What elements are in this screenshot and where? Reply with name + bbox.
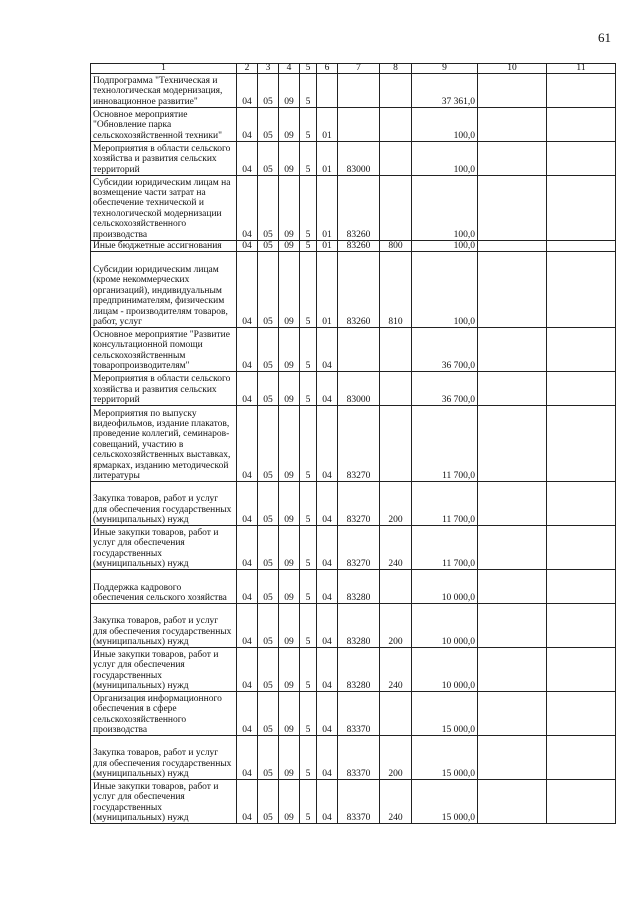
table-row <box>91 372 616 406</box>
col-10-cell <box>478 328 547 372</box>
col-4-cell: 09 <box>279 372 300 406</box>
col-4-cell: 09 <box>279 406 300 482</box>
col-2-cell: 04 <box>237 648 258 692</box>
row-name-cell: Подпрограмма "Техническая и технологическая модернизация, инновационное развитие" <box>91 74 237 108</box>
col-9-cell: 15 000,0 <box>412 736 478 780</box>
col-8-cell <box>380 328 412 372</box>
table-row <box>91 74 616 108</box>
col-5-cell: 5 <box>300 526 317 570</box>
col-11-cell <box>547 142 616 176</box>
col-7-cell <box>338 108 380 142</box>
row-name-cell: Иные бюджетные ассигнования <box>91 241 237 252</box>
table-row <box>91 328 616 372</box>
table-row <box>91 176 616 241</box>
col-2-cell: 04 <box>237 406 258 482</box>
row-name-cell: Субсидии юридическим лицам (кроме некоммерческих организаций), индивидуальным предпринимателям, физическим лицам - производителям товаров, работ, услуг <box>91 252 237 328</box>
col-5-cell: 5 <box>300 692 317 736</box>
col-3-cell: 05 <box>258 570 279 604</box>
col-11-cell <box>547 241 616 252</box>
col-8-cell <box>380 108 412 142</box>
col-6-cell: 04 <box>317 526 338 570</box>
col-10-cell <box>478 74 547 108</box>
row-name-cell: Мероприятия в области сельского хозяйства и развития сельских территорий <box>91 372 237 406</box>
col-7-cell: 83000 <box>338 142 380 176</box>
col-10-cell <box>478 648 547 692</box>
table-row <box>91 406 616 482</box>
col-9-cell: 100,0 <box>412 252 478 328</box>
col-2-cell: 04 <box>237 328 258 372</box>
table-row <box>91 241 616 252</box>
col-2-cell: 04 <box>237 108 258 142</box>
col-9-cell: 15 000,0 <box>412 692 478 736</box>
header-cell-11: 11 <box>547 64 616 74</box>
col-7-cell <box>338 74 380 108</box>
col-3-cell: 05 <box>258 108 279 142</box>
col-10-cell <box>478 692 547 736</box>
col-3-cell: 05 <box>258 526 279 570</box>
col-6-cell: 04 <box>317 482 338 526</box>
col-9-cell: 37 361,0 <box>412 74 478 108</box>
col-2-cell: 04 <box>237 252 258 328</box>
col-9-cell: 11 700,0 <box>412 526 478 570</box>
col-9-cell: 11 700,0 <box>412 406 478 482</box>
col-11-cell <box>547 780 616 824</box>
col-4-cell: 09 <box>279 692 300 736</box>
col-10-cell <box>478 176 547 241</box>
col-11-cell <box>547 482 616 526</box>
col-8-cell <box>380 74 412 108</box>
table-row <box>91 604 616 648</box>
col-9-cell: 100,0 <box>412 241 478 252</box>
header-cell-6: 6 <box>317 64 338 74</box>
header-cell-4: 4 <box>279 64 300 74</box>
col-9-cell: 100,0 <box>412 142 478 176</box>
row-name-cell: Иные закупки товаров, работ и услуг для обеспечения государственных (муниципальных) нужд <box>91 648 237 692</box>
col-2-cell: 04 <box>237 780 258 824</box>
col-7-cell: 83270 <box>338 482 380 526</box>
col-7-cell: 83280 <box>338 648 380 692</box>
col-5-cell: 5 <box>300 74 317 108</box>
col-6-cell: 01 <box>317 252 338 328</box>
col-7-cell: 83270 <box>338 406 380 482</box>
col-11-cell <box>547 328 616 372</box>
col-8-cell: 200 <box>380 604 412 648</box>
col-6-cell: 01 <box>317 176 338 241</box>
col-2-cell: 04 <box>237 241 258 252</box>
col-8-cell <box>380 406 412 482</box>
col-3-cell: 05 <box>258 736 279 780</box>
header-cell-3: 3 <box>258 64 279 74</box>
col-8-cell: 240 <box>380 780 412 824</box>
col-2-cell: 04 <box>237 74 258 108</box>
col-3-cell: 05 <box>258 241 279 252</box>
col-11-cell <box>547 406 616 482</box>
row-name-cell: Иные закупки товаров, работ и услуг для обеспечения государственных (муниципальных) нужд <box>91 780 237 824</box>
col-2-cell: 04 <box>237 526 258 570</box>
table-row <box>91 108 616 142</box>
col-6-cell: 01 <box>317 142 338 176</box>
table-row <box>91 142 616 176</box>
col-10-cell <box>478 526 547 570</box>
col-7-cell: 83260 <box>338 252 380 328</box>
col-7-cell: 83370 <box>338 736 380 780</box>
col-4-cell: 09 <box>279 328 300 372</box>
col-8-cell: 810 <box>380 252 412 328</box>
col-4-cell: 09 <box>279 648 300 692</box>
col-7-cell: 83260 <box>338 176 380 241</box>
table-row <box>91 570 616 604</box>
col-4-cell: 09 <box>279 252 300 328</box>
col-8-cell <box>380 142 412 176</box>
header-cell-2: 2 <box>237 64 258 74</box>
col-3-cell: 05 <box>258 482 279 526</box>
row-name-cell: Закупка товаров, работ и услуг для обеспечения государственных (муниципальных) нужд <box>91 482 237 526</box>
row-name-cell: Иные закупки товаров, работ и услуг для обеспечения государственных (муниципальных) нужд <box>91 526 237 570</box>
table-row <box>91 736 616 780</box>
col-9-cell: 15 000,0 <box>412 780 478 824</box>
header-cell-9: 9 <box>412 64 478 74</box>
col-6-cell: 04 <box>317 604 338 648</box>
col-5-cell: 5 <box>300 780 317 824</box>
table-body <box>91 74 616 824</box>
col-11-cell <box>547 176 616 241</box>
col-9-cell: 10 000,0 <box>412 648 478 692</box>
col-7-cell <box>338 328 380 372</box>
col-5-cell: 5 <box>300 604 317 648</box>
col-4-cell: 09 <box>279 74 300 108</box>
col-10-cell <box>478 406 547 482</box>
col-9-cell: 10 000,0 <box>412 604 478 648</box>
col-2-cell: 04 <box>237 604 258 648</box>
col-10-cell <box>478 482 547 526</box>
header-cell-10: 10 <box>478 64 547 74</box>
col-11-cell <box>547 736 616 780</box>
col-3-cell: 05 <box>258 328 279 372</box>
col-4-cell: 09 <box>279 526 300 570</box>
table-row <box>91 252 616 328</box>
col-11-cell <box>547 692 616 736</box>
col-3-cell: 05 <box>258 252 279 328</box>
col-4-cell: 09 <box>279 482 300 526</box>
col-3-cell: 05 <box>258 372 279 406</box>
col-10-cell <box>478 604 547 648</box>
col-6-cell: 04 <box>317 328 338 372</box>
col-3-cell: 05 <box>258 176 279 241</box>
row-name-cell: Мероприятия в области сельского хозяйства и развития сельских территорий <box>91 142 237 176</box>
col-8-cell: 240 <box>380 526 412 570</box>
row-name-cell: Основное мероприятие "Развитие консультационной помощи сельскохозяйственным товаропроизводителям" <box>91 328 237 372</box>
col-10-cell <box>478 108 547 142</box>
col-11-cell <box>547 604 616 648</box>
col-6-cell: 04 <box>317 570 338 604</box>
table-row <box>91 526 616 570</box>
col-3-cell: 05 <box>258 74 279 108</box>
col-9-cell: 100,0 <box>412 108 478 142</box>
col-6-cell <box>317 74 338 108</box>
col-7-cell: 83000 <box>338 372 380 406</box>
col-11-cell <box>547 570 616 604</box>
header-cell-5: 5 <box>300 64 317 74</box>
col-11-cell <box>547 526 616 570</box>
col-11-cell <box>547 252 616 328</box>
col-6-cell: 04 <box>317 648 338 692</box>
col-8-cell: 200 <box>380 736 412 780</box>
col-5-cell: 5 <box>300 328 317 372</box>
col-8-cell: 200 <box>380 482 412 526</box>
budget-table <box>90 63 616 824</box>
col-11-cell <box>547 372 616 406</box>
col-2-cell: 04 <box>237 736 258 780</box>
col-5-cell: 5 <box>300 372 317 406</box>
col-4-cell: 09 <box>279 780 300 824</box>
row-name-cell: Мероприятия по выпуску видеофильмов, издание плакатов, проведение коллегий, семинаров-совещаний, участию в сельскохозяйственных выставках, ярмарках, изданию методической литературы <box>91 406 237 482</box>
row-name-cell: Основное мероприятие "Обновление парка сельскохозяйственной техники" <box>91 108 237 142</box>
row-name-cell: Организация информационного обеспечения в сфере сельскохозяйственного производства <box>91 692 237 736</box>
col-2-cell: 04 <box>237 482 258 526</box>
col-7-cell: 83280 <box>338 604 380 648</box>
col-10-cell <box>478 142 547 176</box>
col-2-cell: 04 <box>237 372 258 406</box>
col-7-cell: 83260 <box>338 241 380 252</box>
col-3-cell: 05 <box>258 142 279 176</box>
col-2-cell: 04 <box>237 570 258 604</box>
col-4-cell: 09 <box>279 604 300 648</box>
header-cell-7: 7 <box>338 64 380 74</box>
col-6-cell: 04 <box>317 372 338 406</box>
col-7-cell: 83370 <box>338 780 380 824</box>
col-10-cell <box>478 252 547 328</box>
col-5-cell: 5 <box>300 252 317 328</box>
col-9-cell: 36 700,0 <box>412 328 478 372</box>
col-6-cell: 04 <box>317 692 338 736</box>
row-name-cell: Закупка товаров, работ и услуг для обеспечения государственных (муниципальных) нужд <box>91 604 237 648</box>
col-9-cell: 10 000,0 <box>412 570 478 604</box>
col-2-cell: 04 <box>237 176 258 241</box>
row-name-cell: Поддержка кадрового обеспечения сельского хозяйства <box>91 570 237 604</box>
col-3-cell: 05 <box>258 406 279 482</box>
col-4-cell: 09 <box>279 736 300 780</box>
table-row <box>91 780 616 824</box>
col-8-cell <box>380 372 412 406</box>
row-name-cell: Закупка товаров, работ и услуг для обеспечения государственных (муниципальных) нужд <box>91 736 237 780</box>
header-cell-1: 1 <box>91 64 237 74</box>
header-cell-8: 8 <box>380 64 412 74</box>
col-5-cell: 5 <box>300 406 317 482</box>
col-10-cell <box>478 241 547 252</box>
col-6-cell: 04 <box>317 736 338 780</box>
page-number: 61 <box>598 30 611 45</box>
col-6-cell: 04 <box>317 406 338 482</box>
col-5-cell: 5 <box>300 648 317 692</box>
col-5-cell: 5 <box>300 482 317 526</box>
col-11-cell <box>547 108 616 142</box>
col-4-cell: 09 <box>279 241 300 252</box>
col-10-cell <box>478 736 547 780</box>
table-row <box>91 692 616 736</box>
table-row <box>91 482 616 526</box>
col-10-cell <box>478 372 547 406</box>
col-3-cell: 05 <box>258 604 279 648</box>
col-9-cell: 36 700,0 <box>412 372 478 406</box>
col-6-cell: 04 <box>317 780 338 824</box>
col-7-cell: 83270 <box>338 526 380 570</box>
col-2-cell: 04 <box>237 692 258 736</box>
col-10-cell <box>478 570 547 604</box>
col-10-cell <box>478 780 547 824</box>
table-row <box>91 648 616 692</box>
col-4-cell: 09 <box>279 108 300 142</box>
col-5-cell: 5 <box>300 241 317 252</box>
col-5-cell: 5 <box>300 176 317 241</box>
col-8-cell: 800 <box>380 241 412 252</box>
col-7-cell: 83280 <box>338 570 380 604</box>
col-8-cell <box>380 692 412 736</box>
col-2-cell: 04 <box>237 142 258 176</box>
col-3-cell: 05 <box>258 692 279 736</box>
col-8-cell <box>380 176 412 241</box>
col-5-cell: 5 <box>300 108 317 142</box>
col-6-cell: 01 <box>317 241 338 252</box>
col-5-cell: 5 <box>300 570 317 604</box>
row-name-cell: Субсидии юридическим лицам на возмещение части затрат на обеспечение технической и технологической модернизации сельскохозяйственного производства <box>91 176 237 241</box>
col-8-cell: 240 <box>380 648 412 692</box>
col-9-cell: 11 700,0 <box>412 482 478 526</box>
col-6-cell: 01 <box>317 108 338 142</box>
col-8-cell <box>380 570 412 604</box>
col-3-cell: 05 <box>258 648 279 692</box>
col-3-cell: 05 <box>258 780 279 824</box>
col-11-cell <box>547 74 616 108</box>
col-4-cell: 09 <box>279 142 300 176</box>
col-5-cell: 5 <box>300 736 317 780</box>
col-5-cell: 5 <box>300 142 317 176</box>
col-4-cell: 09 <box>279 570 300 604</box>
col-9-cell: 100,0 <box>412 176 478 241</box>
col-7-cell: 83370 <box>338 692 380 736</box>
header-row <box>91 64 616 74</box>
col-11-cell <box>547 648 616 692</box>
col-4-cell: 09 <box>279 176 300 241</box>
